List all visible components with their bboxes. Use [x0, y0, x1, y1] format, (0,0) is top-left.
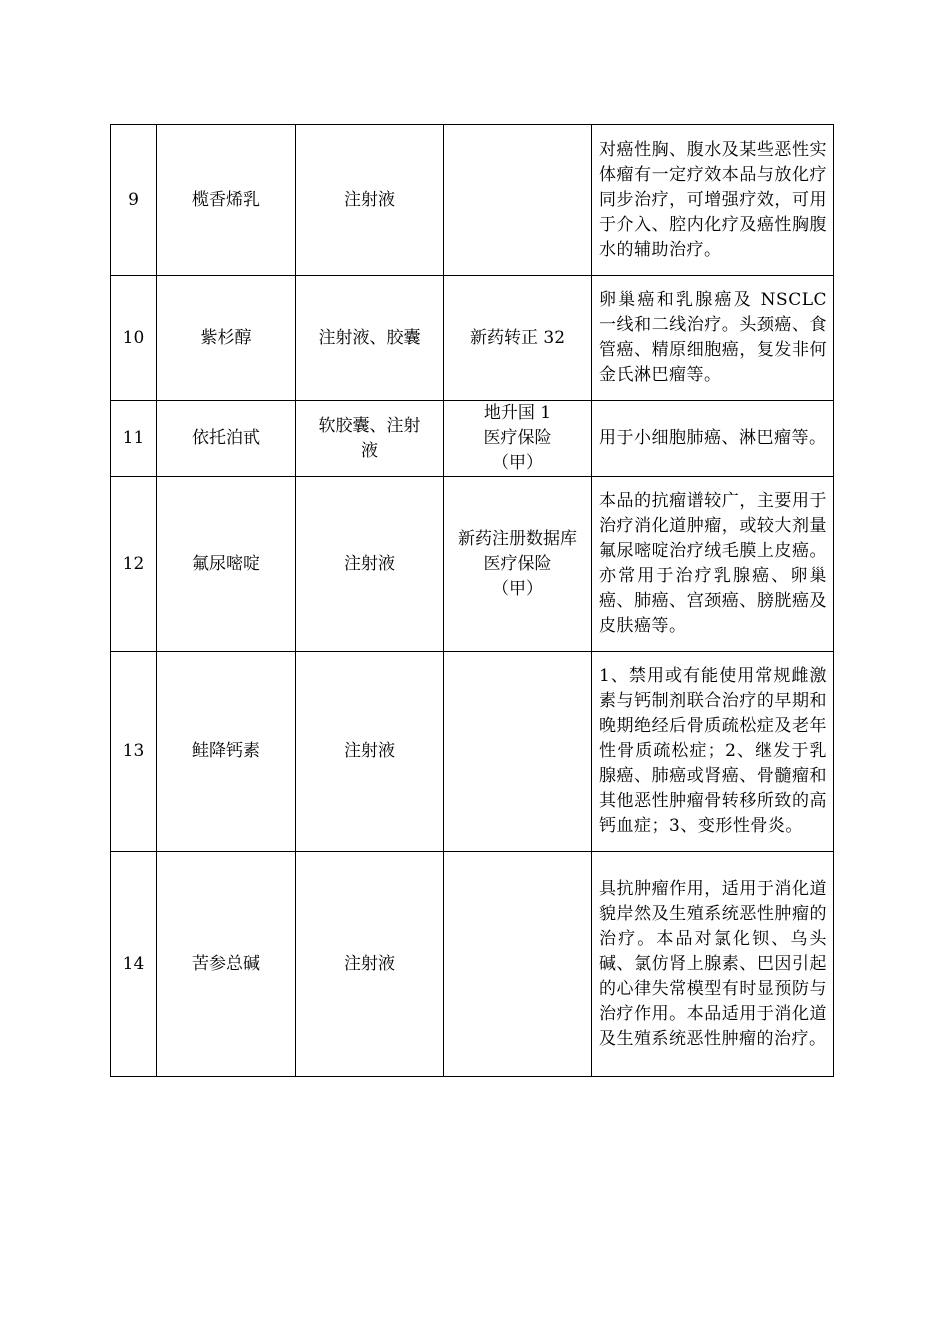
row-number: 12 [111, 477, 157, 652]
drug-name: 榄香烯乳 [157, 125, 296, 276]
approval-note-line: （甲） [492, 453, 543, 473]
drug-name: 苦参总碱 [157, 852, 296, 1077]
approval-note [444, 276, 592, 401]
dosage-form: 注射液、胶囊 [296, 276, 444, 401]
approval-note-line: 医疗保险 [483, 428, 552, 448]
drug-name: 鲑降钙素 [157, 652, 296, 852]
approval-note-line: 地升国 1 [483, 403, 552, 423]
indication-text: 具抗肿瘤作用，适用于消化道貌岸然及生殖系统恶性肿瘤的治疗。本品对氯化钡、乌头碱、氯仿肾上腺素、巴因引起的心律失常模型有时显预防与治疗作用。本品适用于消化道及生殖系统恶性肿瘤的治疗。 [592, 852, 834, 1077]
table-row [111, 276, 834, 401]
dosage-form: 注射液 [296, 852, 444, 1077]
dosage-form: 软胶囊、注射液 [296, 401, 444, 477]
dosage-form: 注射液 [296, 652, 444, 852]
row-number: 14 [111, 852, 157, 1077]
drug-name: 依托泊甙 [157, 401, 296, 477]
table-row [111, 652, 834, 852]
row-number: 11 [111, 401, 157, 477]
approval-note [444, 652, 592, 852]
table-row [111, 401, 834, 477]
drug-table [110, 124, 834, 1077]
indication-text: 1、禁用或有能使用常规雌激素与钙制剂联合治疗的早期和晚期绝经后骨质疏松症及老年性骨质疏松症；2、继发于乳腺癌、肺癌或肾癌、骨髓瘤和其他恶性肿瘤骨转移所致的高钙血症；3、变形性骨炎。 [592, 652, 834, 852]
table-row [111, 477, 834, 652]
row-number: 13 [111, 652, 157, 852]
approval-note [444, 125, 592, 276]
indication-text: 用于小细胞肺癌、淋巴瘤等。 [592, 401, 834, 477]
dosage-form: 注射液 [296, 125, 444, 276]
approval-note [444, 477, 592, 652]
approval-note [444, 401, 592, 477]
table-row [111, 125, 834, 276]
indication-text: 本品的抗瘤谱较广，主要用于治疗消化道肿瘤，或较大剂量氟尿嘧啶治疗绒毛膜上皮癌。亦常用于治疗乳腺癌、卵巢癌、肺癌、宫颈癌、膀胱癌及皮肤癌等。 [592, 477, 834, 652]
approval-note [444, 852, 592, 1077]
approval-note-line: 医疗保险 [483, 553, 552, 574]
row-number: 10 [111, 276, 157, 401]
approval-note-line: 新药转正 32 [469, 327, 566, 348]
dosage-form: 注射液 [296, 477, 444, 652]
approval-note-line: 新药注册数据库 [458, 528, 577, 549]
table-row [111, 852, 834, 1077]
indication-text: 对癌性胸、腹水及某些恶性实体瘤有一定疗效本品与放化疗同步治疗，可增强疗效，可用于介入、腔内化疗及癌性胸腹水的辅助治疗。 [592, 125, 834, 276]
row-number: 9 [111, 125, 157, 276]
drug-name: 紫杉醇 [157, 276, 296, 401]
approval-note-line: （甲） [492, 578, 543, 599]
drug-name: 氟尿嘧啶 [157, 477, 296, 652]
indication-text: 卵巢癌和乳腺癌及 NSCLC 一线和二线治疗。头颈癌、食管癌、精原细胞癌，复发非何金氏淋巴瘤等。 [592, 276, 834, 401]
